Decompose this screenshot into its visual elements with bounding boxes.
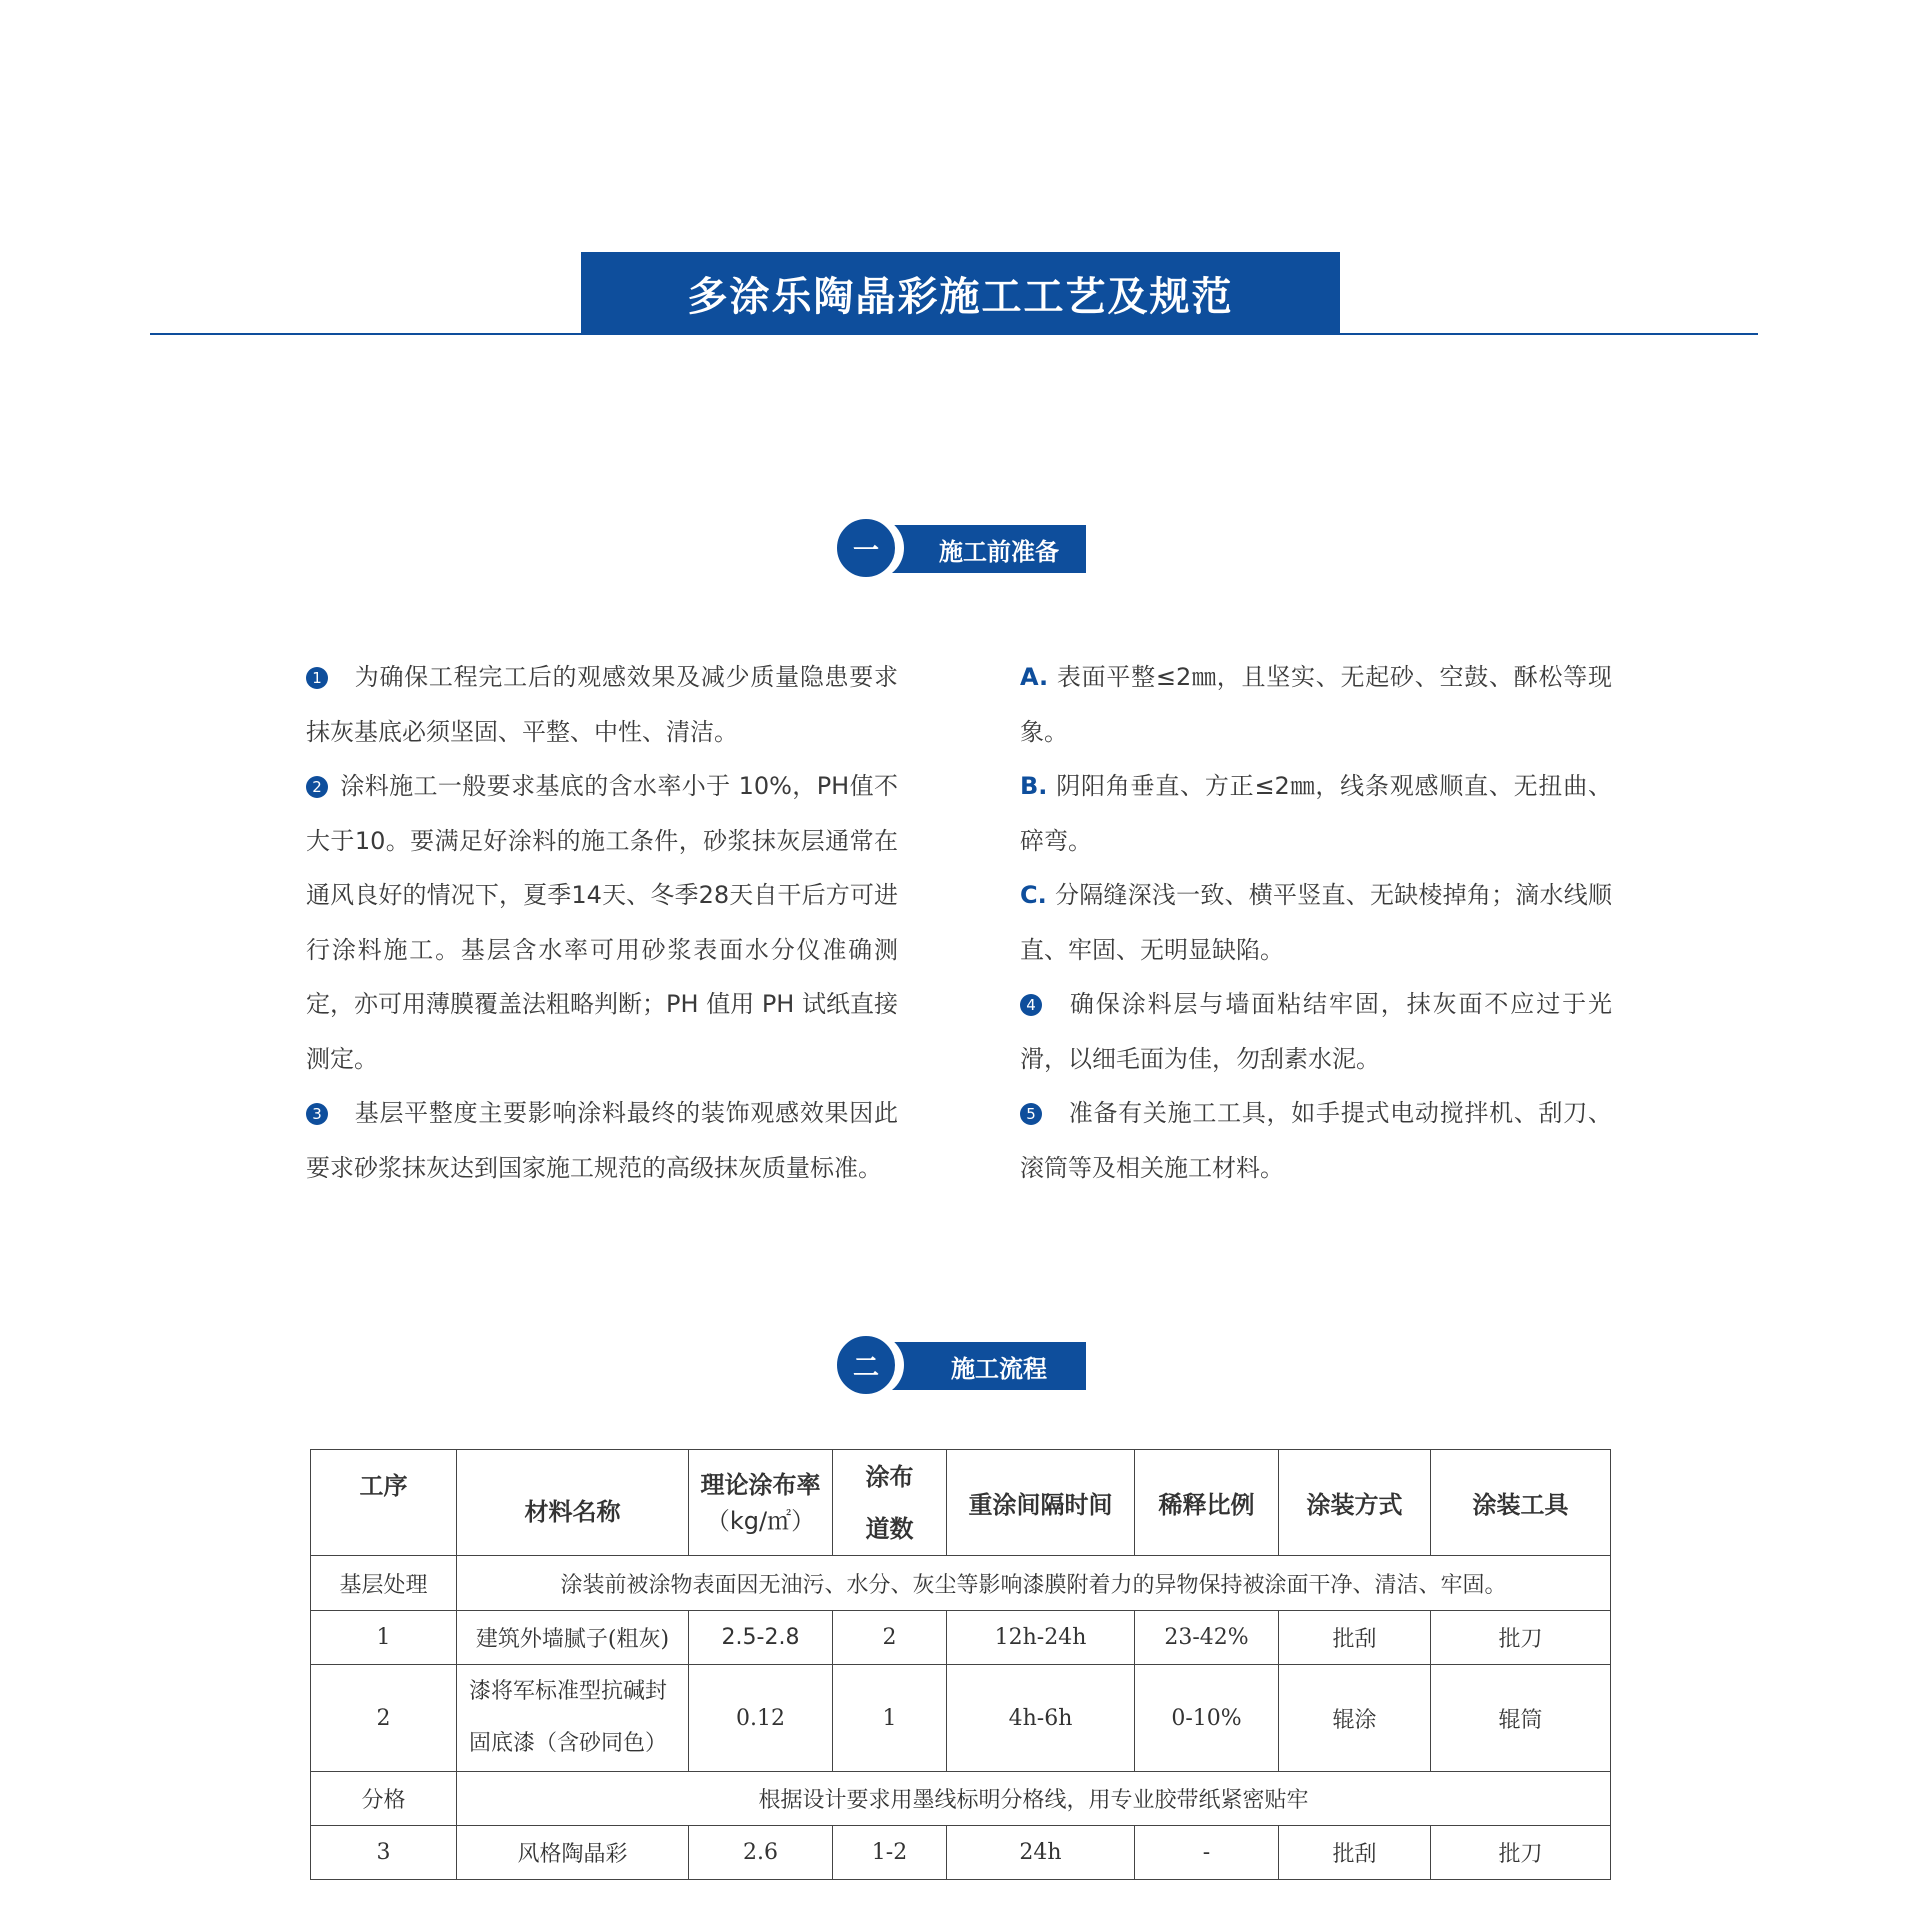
list-item: C. 分隔缝深浅一致、横平竖直、无缺棱掉角；滴水线顺直、牢固、无明显缺陷。 [1020,881,1612,964]
header-tool: 涂装工具 [1431,1450,1611,1556]
cell-method: 批刮 [1279,1826,1431,1880]
header-material: 材料名称 [457,1450,689,1556]
item-letter-a: A. [1020,663,1049,691]
circled-number-2: 2 [306,776,328,798]
cell-dilution: 23-42% [1135,1611,1279,1665]
list-item: B. 阴阳角垂直、方正≤2㎜，线条观感顺直、无扭曲、碎弯。 [1020,772,1612,855]
table-row [311,1611,1611,1665]
preparation-right-column [1020,650,1612,1195]
cell-tool: 辊筒 [1431,1665,1611,1772]
table-header-row [311,1450,1611,1556]
cell-tool: 批刀 [1431,1826,1611,1880]
section-header-preparation [834,516,1086,574]
header-interval: 重涂间隔时间 [947,1450,1135,1556]
circled-number-1: 1 [306,667,328,689]
table-row [311,1556,1611,1611]
header-dilution: 稀释比例 [1135,1450,1279,1556]
table-row [311,1772,1611,1826]
header-coats: 涂布 道数 [833,1450,947,1556]
item-letter-c: C. [1020,881,1047,909]
cell-coats: 2 [833,1611,947,1665]
section-number: 二 [834,1333,898,1397]
list-item: 3 基层平整度主要影响涂料最终的装饰观感效果因此要求砂浆抹灰达到国家施工规范的高级抹灰质量标准。 [306,1099,898,1182]
cell-coats: 1-2 [833,1826,947,1880]
section-number: 一 [834,516,898,580]
list-item: A. 表面平整≤2㎜，且坚实、无起砂、空鼓、酥松等现象。 [1020,663,1612,746]
cell-dilution: - [1135,1826,1279,1880]
cell-method: 辊涂 [1279,1665,1431,1772]
cell-step: 1 [311,1611,457,1665]
item-letter-b: B. [1020,772,1048,800]
cell-step: 3 [311,1826,457,1880]
circled-number-5: 5 [1020,1103,1042,1125]
cell-material: 建筑外墙腻子(粗灰) [457,1611,689,1665]
cell-step: 2 [311,1665,457,1772]
list-item: 1 为确保工程完工后的观感效果及减少质量隐患要求抹灰基底必须坚固、平整、中性、清洁。 [306,663,898,746]
circled-number-4: 4 [1020,994,1042,1016]
table-row [311,1665,1611,1772]
list-item: 2 涂料施工一般要求基底的含水率小于 10%，PH值不大于10。要满足好涂料的施工条件，砂浆抹灰层通常在通风良好的情况下，夏季14天、冬季28天自干后方可进行涂料施工。基层含水率可用砂浆表面水分仪准确测定，亦可用薄膜覆盖法粗略判断；PH 值用 PH 试纸直接测定。 [306,772,898,1073]
cell-step: 基层处理 [311,1556,457,1611]
circled-number-3: 3 [306,1103,328,1125]
table-row [311,1826,1611,1880]
cell-rate: 0.12 [689,1665,833,1772]
cell-interval: 4h-6h [947,1665,1135,1772]
header-step: 工序 [311,1450,457,1556]
header-rate: 理论涂布率 （kg/㎡） [689,1450,833,1556]
cell-tool: 批刀 [1431,1611,1611,1665]
cell-description: 涂装前被涂物表面因无油污、水分、灰尘等影响漆膜附着力的异物保持被涂面干净、清洁、牢固。 [457,1556,1611,1611]
preparation-left-column [306,650,898,1195]
cell-material: 漆将军标准型抗碱封 固底漆（含砂同色） [457,1665,689,1772]
cell-interval: 12h-24h [947,1611,1135,1665]
header-method: 涂装方式 [1279,1450,1431,1556]
list-item: 4 确保涂料层与墙面粘结牢固，抹灰面不应过于光滑，以细毛面为佳，勿刮素水泥。 [1020,990,1612,1073]
section-header-process [834,1333,1086,1391]
cell-method: 批刮 [1279,1611,1431,1665]
cell-coats: 1 [833,1665,947,1772]
section-label: 施工流程 [884,1342,1086,1390]
page-title: 多涂乐陶晶彩施工工艺及规范 [581,252,1340,335]
cell-rate: 2.6 [689,1826,833,1880]
cell-interval: 24h [947,1826,1135,1880]
cell-rate: 2.5-2.8 [689,1611,833,1665]
cell-description: 根据设计要求用墨线标明分格线，用专业胶带纸紧密贴牢 [457,1772,1611,1826]
cell-step: 分格 [311,1772,457,1826]
list-item: 5 准备有关施工工具，如手提式电动搅拌机、刮刀、滚筒等及相关施工材料。 [1020,1099,1612,1182]
process-table [310,1449,1611,1880]
cell-material: 风格陶晶彩 [457,1826,689,1880]
section-label: 施工前准备 [884,525,1086,573]
cell-dilution: 0-10% [1135,1665,1279,1772]
